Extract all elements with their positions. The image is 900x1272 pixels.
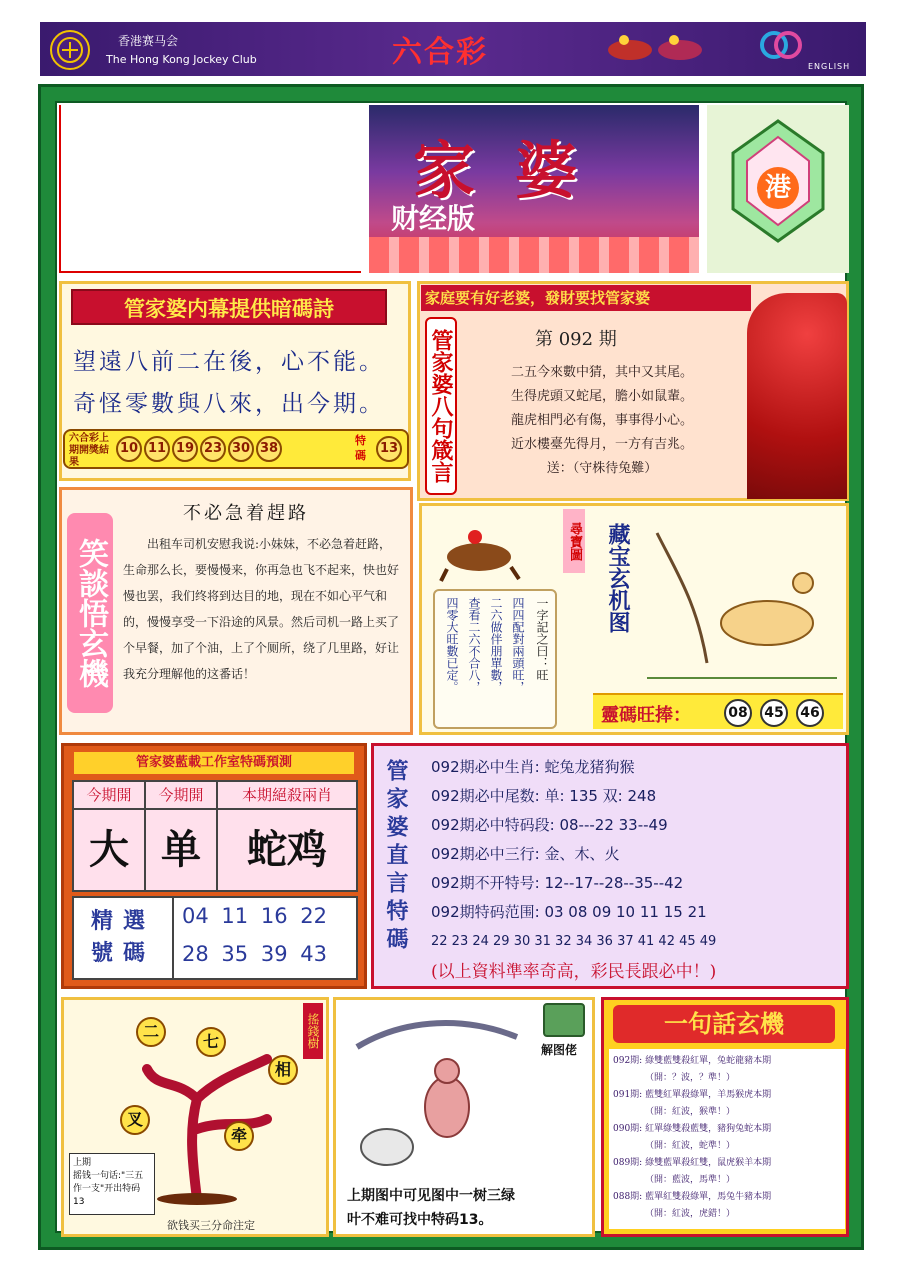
- poem-heading: 管家婆内幕提供暗碼詩: [71, 289, 387, 325]
- english-link[interactable]: ENGLISH: [808, 62, 851, 71]
- horses-graphic: [600, 26, 710, 70]
- oneword-item: [613, 1155, 841, 1172]
- pick-number: 11: [221, 904, 249, 928]
- oneword-item: [613, 1189, 841, 1206]
- top-header-bar: [40, 22, 866, 76]
- pick-number: 16: [260, 904, 288, 928]
- result-ball: 10: [116, 436, 142, 462]
- direct-line: 092期必中特码段: 08---22 33--49: [431, 816, 668, 834]
- green-frame: [38, 84, 864, 1250]
- deer-drawing: [637, 513, 843, 683]
- oneword-item: [613, 1053, 841, 1070]
- result-ball: 11: [144, 436, 170, 462]
- scroll-col: 一字記之曰：旺: [535, 597, 549, 681]
- content-area: [55, 101, 847, 1233]
- verse-line: 近水樓臺先得月，一方有吉兆。: [510, 437, 693, 452]
- joke-title: 不必急着趕路: [183, 503, 309, 524]
- lantern-box: [707, 105, 849, 273]
- banner-image: [369, 105, 699, 273]
- pick-number: 39: [260, 942, 288, 966]
- lantern-badge: 港: [757, 167, 799, 209]
- oneword-note: （開：紅波，虎錯！）: [645, 1209, 736, 1219]
- joke-side-label: 笑談悟玄機: [67, 513, 113, 713]
- direct-lines: [431, 753, 845, 956]
- pick-table: [72, 896, 358, 980]
- results-bar: [63, 429, 409, 469]
- result-ball: 30: [228, 436, 254, 462]
- scroll-col: 四零大旺數已定。: [445, 597, 459, 693]
- oneword-text: 綠雙藍單殺紅雙，鼠虎猴羊本期: [645, 1158, 772, 1168]
- oneword-text: 綠雙藍雙殺紅單，兔蛇龍豬本期: [645, 1056, 772, 1066]
- banner-subtitle: 财经版: [391, 202, 476, 235]
- oneword-heading: 一句話玄機: [613, 1005, 835, 1043]
- direct-line: 092期必中三行: 金、木、火: [431, 845, 620, 863]
- forecast-table: [72, 780, 358, 892]
- direct-line: 092期必中生肖: 蛇兔龙猪狗猴: [431, 758, 635, 776]
- oneword-issue: 089期:: [613, 1158, 643, 1168]
- oneword-text: 藍單紅雙殺綠單，馬兔牛豬本期: [645, 1192, 772, 1202]
- lottery-logo-icon: [758, 28, 804, 62]
- joke-body: 出租车司机安慰我说:小妹妹，不必急着赶路，生命那么长，要慢慢来，你再急也飞不起来，快也好慢也罢，我们终将到达目的地，现在不如心平气和的，慢慢享受一下沿途的风景。然后司机一路上买了个早餐，加了个油，上了个厕所，绕了几里路，好让我充分理解他的这番话！: [123, 537, 400, 681]
- pick-number: 04: [182, 904, 209, 928]
- verse-line: 龍虎相門必有傷，事事得小心。: [510, 413, 693, 428]
- verse-top-banner: 家庭要有好老婆，發財要找管家婆: [421, 285, 751, 311]
- puzzle-caption-1: 上期图中可见图中一树三绿: [347, 1188, 515, 1204]
- tree-char: 七: [196, 1027, 226, 1057]
- bride-photo: [747, 293, 847, 499]
- banner-title: 家婆: [413, 134, 618, 207]
- direct-side-label: 管家婆直言特碼: [383, 759, 409, 955]
- scroll-paper: [433, 589, 557, 729]
- racehorse-icon: [431, 519, 527, 583]
- oneword-issue: 091期:: [613, 1090, 643, 1100]
- tree-note-title: 上期: [73, 1158, 92, 1168]
- oneword-item: [613, 1087, 841, 1104]
- lucky-label: 靈碼旺捧：: [601, 705, 691, 726]
- forecast-col-header: 本期絕殺兩肖: [218, 782, 356, 810]
- tree-footer: 欲钱买三分命注定: [167, 1219, 255, 1232]
- direct-line: 092期必中尾数: 单: 135 双: 248: [431, 787, 657, 805]
- pick-label: 精選號碼: [74, 898, 174, 978]
- verse-lines: [477, 361, 727, 481]
- verse-side-label: 管家婆八句箴言: [425, 317, 457, 495]
- oneword-note: （開：紅波，猴準！）: [645, 1107, 736, 1117]
- puzzle-caption-2: 叶不难可找中特码13。: [347, 1212, 493, 1228]
- results-balls: [115, 436, 283, 462]
- oneword-note: （開：？波，？準！）: [645, 1073, 736, 1083]
- verse-line: 二五今來數中猜，其中又其尾。: [510, 365, 693, 380]
- lucky-ball: 08: [724, 699, 752, 727]
- header-title: 六合彩: [392, 35, 488, 70]
- banner-left-blank: [59, 105, 361, 273]
- tree-char: 二: [136, 1017, 166, 1047]
- verse-line: 生得虎頭又蛇尾，膽小如鼠輩。: [510, 389, 693, 404]
- forecast-heading: 管家婆藍載工作室特碼預測: [74, 752, 354, 774]
- poem-line-2: 奇怪零數與八來，出今期。: [73, 391, 385, 417]
- club-name-cn: 香港赛马会: [118, 34, 179, 48]
- oneword-list: [609, 1049, 845, 1229]
- puzzle-icon: [543, 1003, 585, 1037]
- tree-note-text: 摇钱一句话:"三五作一支"开出特码13: [73, 1171, 144, 1207]
- tree-tag: 搖錢樹: [303, 1003, 323, 1059]
- oneword-item: [613, 1121, 841, 1138]
- lucky-ball: 45: [760, 699, 788, 727]
- oneword-issue: 088期:: [613, 1192, 643, 1202]
- verse-issue: 第 092 期: [535, 329, 617, 350]
- monkey-drawing: [347, 1007, 527, 1177]
- pick-number: 43: [300, 942, 327, 966]
- oneword-issue: 090期:: [613, 1124, 643, 1134]
- special-ball: 13: [376, 436, 402, 462]
- forecast-col-header: 今期開: [146, 782, 218, 810]
- result-ball: 38: [256, 436, 282, 462]
- tree-char: 叉: [120, 1105, 150, 1135]
- pick-number: 22: [300, 904, 327, 928]
- club-name-en: The Hong Kong Jockey Club: [106, 53, 257, 66]
- tree-note: [69, 1153, 155, 1215]
- lotus-row: [369, 237, 699, 273]
- results-label: 六合彩上期開獎結果: [69, 433, 109, 468]
- treasure-tag: 尋寶圖: [563, 509, 585, 573]
- direct-line: 092期不开特号: 12--17--28--35--42: [431, 874, 684, 892]
- lucky-ball: 46: [796, 699, 824, 727]
- direct-line: 22 23 24 29 30 31 32 34 36 37 41 42 45 49: [431, 934, 717, 949]
- oneword-issue: 092期:: [613, 1056, 643, 1066]
- special-label: 特碼: [355, 434, 366, 462]
- direct-line: 092期特码范围: 03 08 09 10 11 15 21: [431, 903, 707, 921]
- treasure-side: 藏宝玄机图: [605, 523, 631, 633]
- oneword-note: （開：紅波，蛇準！）: [645, 1141, 736, 1151]
- scroll-col: 查看二六不合八，: [467, 597, 481, 693]
- forecast-value: 单: [146, 810, 218, 890]
- scroll-col: 二六做伴朋單數，: [489, 597, 503, 693]
- poem-line-1: 望遠八前二在後，心不能。: [73, 349, 385, 375]
- oneword-text: 紅單綠雙殺藍雙，豬狗兔蛇本期: [645, 1124, 772, 1134]
- forecast-value: 大: [74, 810, 146, 890]
- oneword-note: （開：藍波，馬準！）: [645, 1175, 736, 1185]
- pick-number: 28: [182, 942, 209, 966]
- result-ball: 19: [172, 436, 198, 462]
- oneword-text: 藍雙紅單殺綠單，羊馬猴虎本期: [645, 1090, 772, 1100]
- forecast-col-header: 今期開: [74, 782, 146, 810]
- scroll-col: 四四配對兩頭旺，: [511, 597, 525, 693]
- pick-number: 35: [221, 942, 249, 966]
- puzzle-tag: 解图佬: [541, 1043, 578, 1057]
- tree-char: 相: [268, 1055, 298, 1085]
- lucky-bar: [593, 693, 843, 729]
- pick-row: [182, 942, 327, 966]
- direct-footer: (以上資料準率奇高，彩民長跟必中！): [431, 962, 717, 982]
- forecast-box: [61, 743, 367, 989]
- jockey-club-logo-icon: [50, 30, 90, 70]
- tree-char: 牵: [224, 1121, 254, 1151]
- pick-row: [182, 904, 327, 928]
- verse-line: 送：（守株待兔難）: [546, 461, 658, 476]
- result-ball: 23: [200, 436, 226, 462]
- forecast-value: 蛇鸡: [247, 826, 327, 873]
